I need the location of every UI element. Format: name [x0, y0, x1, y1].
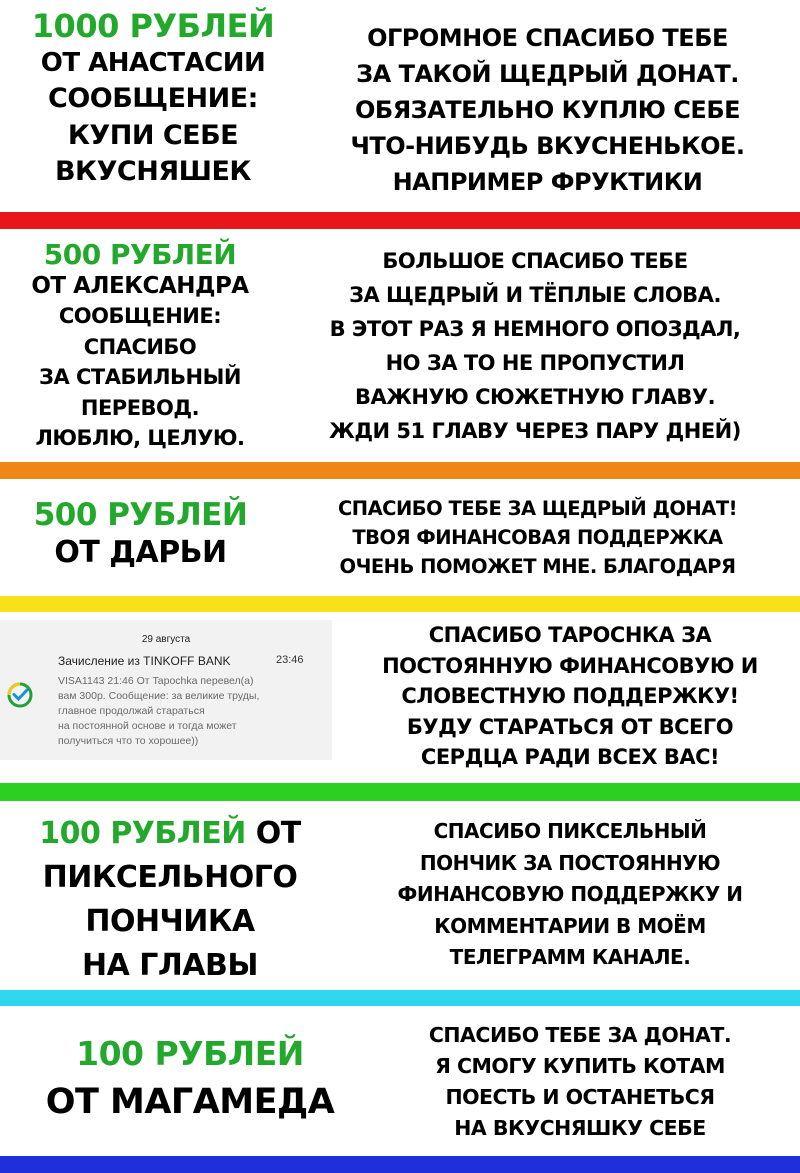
thanks-line: ПОЕСТЬ И ОСТАНЕТЬСЯ	[445, 1085, 715, 1109]
notification-line: VISA1143 21:46 От Tapochka перевел(а)	[58, 675, 254, 687]
notification-title: Зачисление из TINKOFF BANK	[58, 654, 231, 668]
donor-message: КУПИ СЕБЕ	[67, 119, 239, 151]
donor-message-label: СООБЩЕНИЕ:	[58, 304, 222, 328]
thanks-line: ЗА ТАКОЙ ЩЕДРЫЙ ДОНАТ.	[356, 60, 739, 88]
donor-prefix: ОТ	[245, 816, 301, 851]
thanks-line: КОММЕНТАРИИ В МОЁМ	[434, 913, 706, 938]
donor-name: ПОНЧИКА	[85, 904, 255, 939]
thanks-line: ОЧЕНЬ ПОМОЖЕТ МНЕ. БЛАГОДАРЯ	[339, 555, 736, 578]
bank-notification-card	[0, 620, 332, 760]
thanks-line: СЛОВЕСТНУЮ ПОДДЕРЖКУ!	[401, 684, 739, 708]
divider-cyan	[0, 990, 800, 1006]
thanks-message-darya	[280, 494, 795, 581]
donor-message: ЛЮБЛЮ, ЦЕЛУЮ.	[35, 426, 245, 450]
thanks-line: СЕРДЦА РАДИ ВСЕХ ВАС!	[420, 745, 720, 769]
thanks-line: ОГРОМНОЕ СПАСИБО ТЕБЕ	[367, 24, 728, 52]
thanks-line: ФИНАНСОВУЮ ПОДДЕРЖКУ И	[397, 882, 743, 906]
thanks-message-magamed	[370, 1020, 790, 1144]
sberbank-check-icon	[6, 681, 34, 709]
thanks-line: БУДУ СТАРАТЬСЯ ОТ ВСЕГО	[406, 714, 734, 739]
donor-message: ПЕРЕВОД.	[80, 395, 200, 420]
donor-name: ОТ АНАСТАСИИ	[40, 47, 266, 78]
notification-body	[58, 674, 324, 749]
thanks-line: НАПРИМЕР ФРУКТИКИ	[392, 168, 703, 196]
notification-line: получиться что то хорошее))	[58, 735, 199, 747]
donation-amount: 100 РУБЛЕЙ	[39, 816, 246, 851]
thanks-line: В ЭТОТ РАЗ Я НЕМНОГО ОПОЗДАЛ,	[329, 317, 741, 341]
divider-yellow	[0, 596, 800, 612]
divider-blue	[0, 1156, 800, 1173]
donor-name: ОТ АЛЕКСАНДРА	[31, 272, 249, 299]
thanks-line: ПОНЧИК ЗА ПОСТОЯННУЮ	[419, 850, 721, 875]
notification-line: на постоянной основе и тогда может	[58, 720, 237, 732]
thanks-line: НА ВКУСНЯШКУ СЕБЕ	[454, 1116, 706, 1140]
donor-block-magamed	[10, 1030, 370, 1126]
donor-message: СПАСИБО	[83, 334, 197, 359]
donor-message: ЗА СТАБИЛЬНЫЙ	[39, 365, 241, 389]
thanks-line: ОБЯЗАТЕЛЬНО КУПЛЮ СЕБЕ	[355, 96, 740, 124]
thanks-line: ЗА ЩЕДРЫЙ И ТЁПЛЫЕ СЛОВА.	[349, 283, 721, 307]
notification-line: вам 300р. Сообщение: за великие труды,	[58, 690, 260, 702]
notification-line: главное продолжай стараться	[58, 705, 205, 717]
donor-block-aleksandr	[5, 240, 275, 454]
thanks-line: ВАЖНУЮ СЮЖЕТНУЮ ГЛАВУ.	[354, 385, 716, 409]
thanks-line: ТЕЛЕГРАММ КАНАЛЕ.	[449, 945, 691, 969]
divider-red	[0, 212, 800, 229]
donation-amount: 1000 РУБЛЕЙ	[31, 7, 275, 45]
thanks-line: СПАСИБО ТАРОСНКА ЗА	[428, 623, 712, 647]
thanks-message-anastasia	[300, 20, 795, 200]
notification-date: 29 августа	[141, 634, 191, 645]
donor-block-anastasia	[8, 8, 298, 191]
donor-message-label: СООБЩЕНИЕ:	[48, 83, 258, 114]
notification-time: 23:46	[276, 654, 304, 666]
donor-name: ПИКСЕЛЬНОГО	[42, 860, 298, 895]
donation-amount-line	[0, 812, 340, 856]
thanks-line: БОЛЬШОЕ СПАСИБО ТЕБЕ	[382, 249, 688, 273]
donation-amount: 500 РУБЛЕЙ	[33, 497, 248, 533]
divider-orange	[0, 462, 800, 479]
divider-green	[0, 783, 800, 801]
thanks-line: НО ЗА ТО НЕ ПРОПУСТИЛ	[385, 351, 685, 375]
donation-amount: 500 РУБЛЕЙ	[43, 238, 237, 271]
thanks-line: СПАСИБО ТЕБЕ ЗА ЩЕДРЫЙ ДОНАТ!	[337, 497, 738, 520]
thanks-message-tapochka	[345, 620, 795, 773]
donor-name: НА ГЛАВЫ	[82, 948, 258, 983]
thanks-message-aleksandr	[275, 244, 795, 448]
thanks-line: ЖДИ 51 ГЛАВУ ЧЕРЕЗ ПАРУ ДНЕЙ)	[329, 419, 741, 443]
thanks-line: ЧТО-НИБУДЬ ВКУСНЕНЬКОЕ.	[350, 132, 745, 160]
donor-name: ОТ МАГАМЕДА	[45, 1082, 335, 1122]
thanks-line: СПАСИБО ПИКСЕЛЬНЫЙ	[433, 819, 707, 843]
thanks-message-pixel-donut	[345, 816, 795, 974]
thanks-line: ТВОЯ ФИНАНСОВАЯ ПОДДЕРЖКА	[352, 526, 723, 549]
donor-block-pixel-donut	[0, 812, 340, 988]
donor-name: ОТ ДАРЬИ	[54, 535, 227, 570]
thanks-line: Я СМОГУ КУПИТЬ КОТАМ	[435, 1054, 725, 1078]
donor-message: ВКУСНЯШЕК	[54, 156, 252, 187]
donation-amount: 100 РУБЛЕЙ	[76, 1034, 304, 1073]
thanks-line: СПАСИБО ТЕБЕ ЗА ДОНАТ.	[428, 1023, 732, 1047]
donor-block-darya	[8, 496, 273, 572]
thanks-line: ПОСТОЯННУЮ ФИНАНСОВУЮ И	[382, 653, 758, 678]
